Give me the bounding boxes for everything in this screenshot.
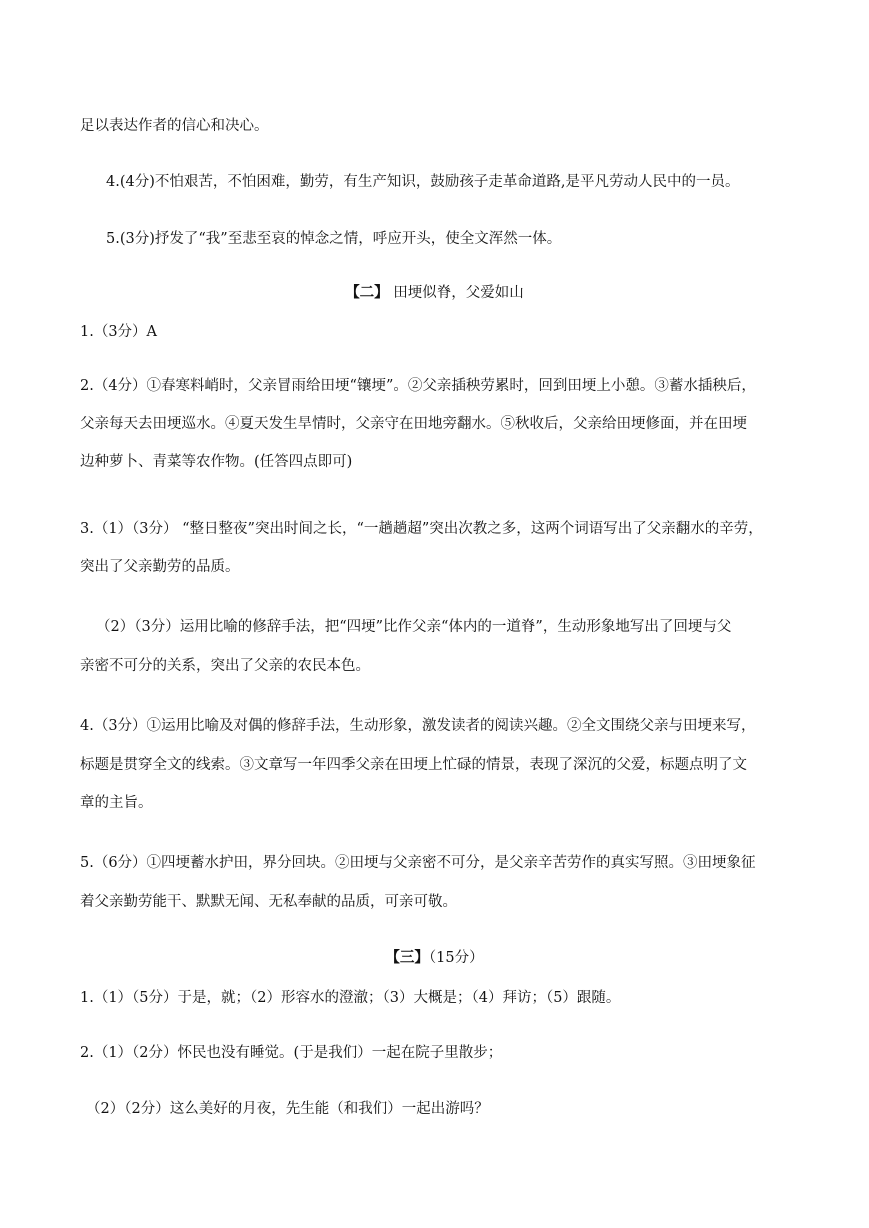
answer-item-4-cont: 标题是贯穿全文的线索。③文章写一年四季父亲在田埂上忙碌的情景，表现了深沉的父爱，标题点明了文 [80, 757, 747, 773]
section-number: 【三】 [385, 949, 429, 966]
answer-item-5-cont: 着父亲勤劳能干、默默无闻、无私奉献的品质，可亲可敬。 [80, 894, 457, 910]
answer-item-3-1: 3.（1）（3分） “整日整夜”突出时间之长，“一趟趟超”突出次教之多，这两个词语写出了父亲翻水的辛劳， [80, 521, 763, 537]
text-line: 足以表达作者的信心和决心。 [80, 118, 269, 134]
answer-item-3-2-cont: 亲密不可分的关系，突出了父亲的农民本色。 [80, 658, 370, 674]
section-score: （15分） [428, 950, 484, 966]
answer-item-4: 4.（3分）①运用比喻及对偶的修辞手法，生动形象，激发读者的阅读兴趣。②全文围绕父亲与田埂来写， [80, 718, 756, 734]
answer-item-5: 5.(3分)抒发了“我”至悲至哀的悼念之情，呼应开头，使全文浑然一体。 [106, 231, 562, 247]
answer-item-4: 4.(4分)不怕艰苦，不怕困难，勤劳，有生产知识，鼓励孩子走革命道路,是平凡劳动人民中的一员。 [106, 174, 740, 190]
answer-item-1: 1.（1）（5分）于是，就；（2）形容水的澄澈；（3）大概是；（4）拜访；（5）跟随。 [80, 990, 621, 1006]
answer-item-2: 2.（4分）①春寒料峭时，父亲冒雨给田埂“镶埂”。②父亲插秧劳累时，回到田埂上小憩。③蓄水插秧后， [80, 378, 756, 394]
answer-item-3-1-cont: 突出了父亲勤劳的品质。 [80, 559, 240, 575]
answer-item-2-1: 2.（1）（2分）怀民也没有睡觉。(于是我们）一起在院子里散步； [80, 1045, 503, 1061]
section-heading-2 [0, 283, 869, 303]
answer-item-3-2: （2）（3分）运用比喻的修辞手法，把“四埂”比作父亲“体内的一道脊”，生动形象地写出了回埂与父 [96, 619, 732, 635]
answer-item-2-2: （2）（2分）这么美好的月夜，先生能（和我们）一起出游吗？ [86, 1101, 489, 1117]
answer-item-5: 5.（6分）①四埂蓄水护田，界分回块。②田埂与父亲密不可分，是父亲辛苦劳作的真实写照。③田埂象征 [80, 855, 756, 871]
section-number: 【二】 [345, 284, 389, 301]
answer-item-2-cont: 父亲每天去田埂巡水。④夏天发生旱情时，父亲守在田地旁翻水。⑤秋收后，父亲给田埂修面，并在田埂 [80, 416, 747, 432]
section-heading-3 [0, 948, 869, 968]
answer-item-1: 1.（3分）A [80, 324, 158, 340]
answer-item-2-cont: 边种萝卜、青菜等农作物。(任答四点即可) [80, 454, 353, 470]
answer-item-4-cont: 章的主旨。 [80, 795, 153, 811]
section-title: 田埂似脊，父爱如山 [393, 285, 524, 301]
